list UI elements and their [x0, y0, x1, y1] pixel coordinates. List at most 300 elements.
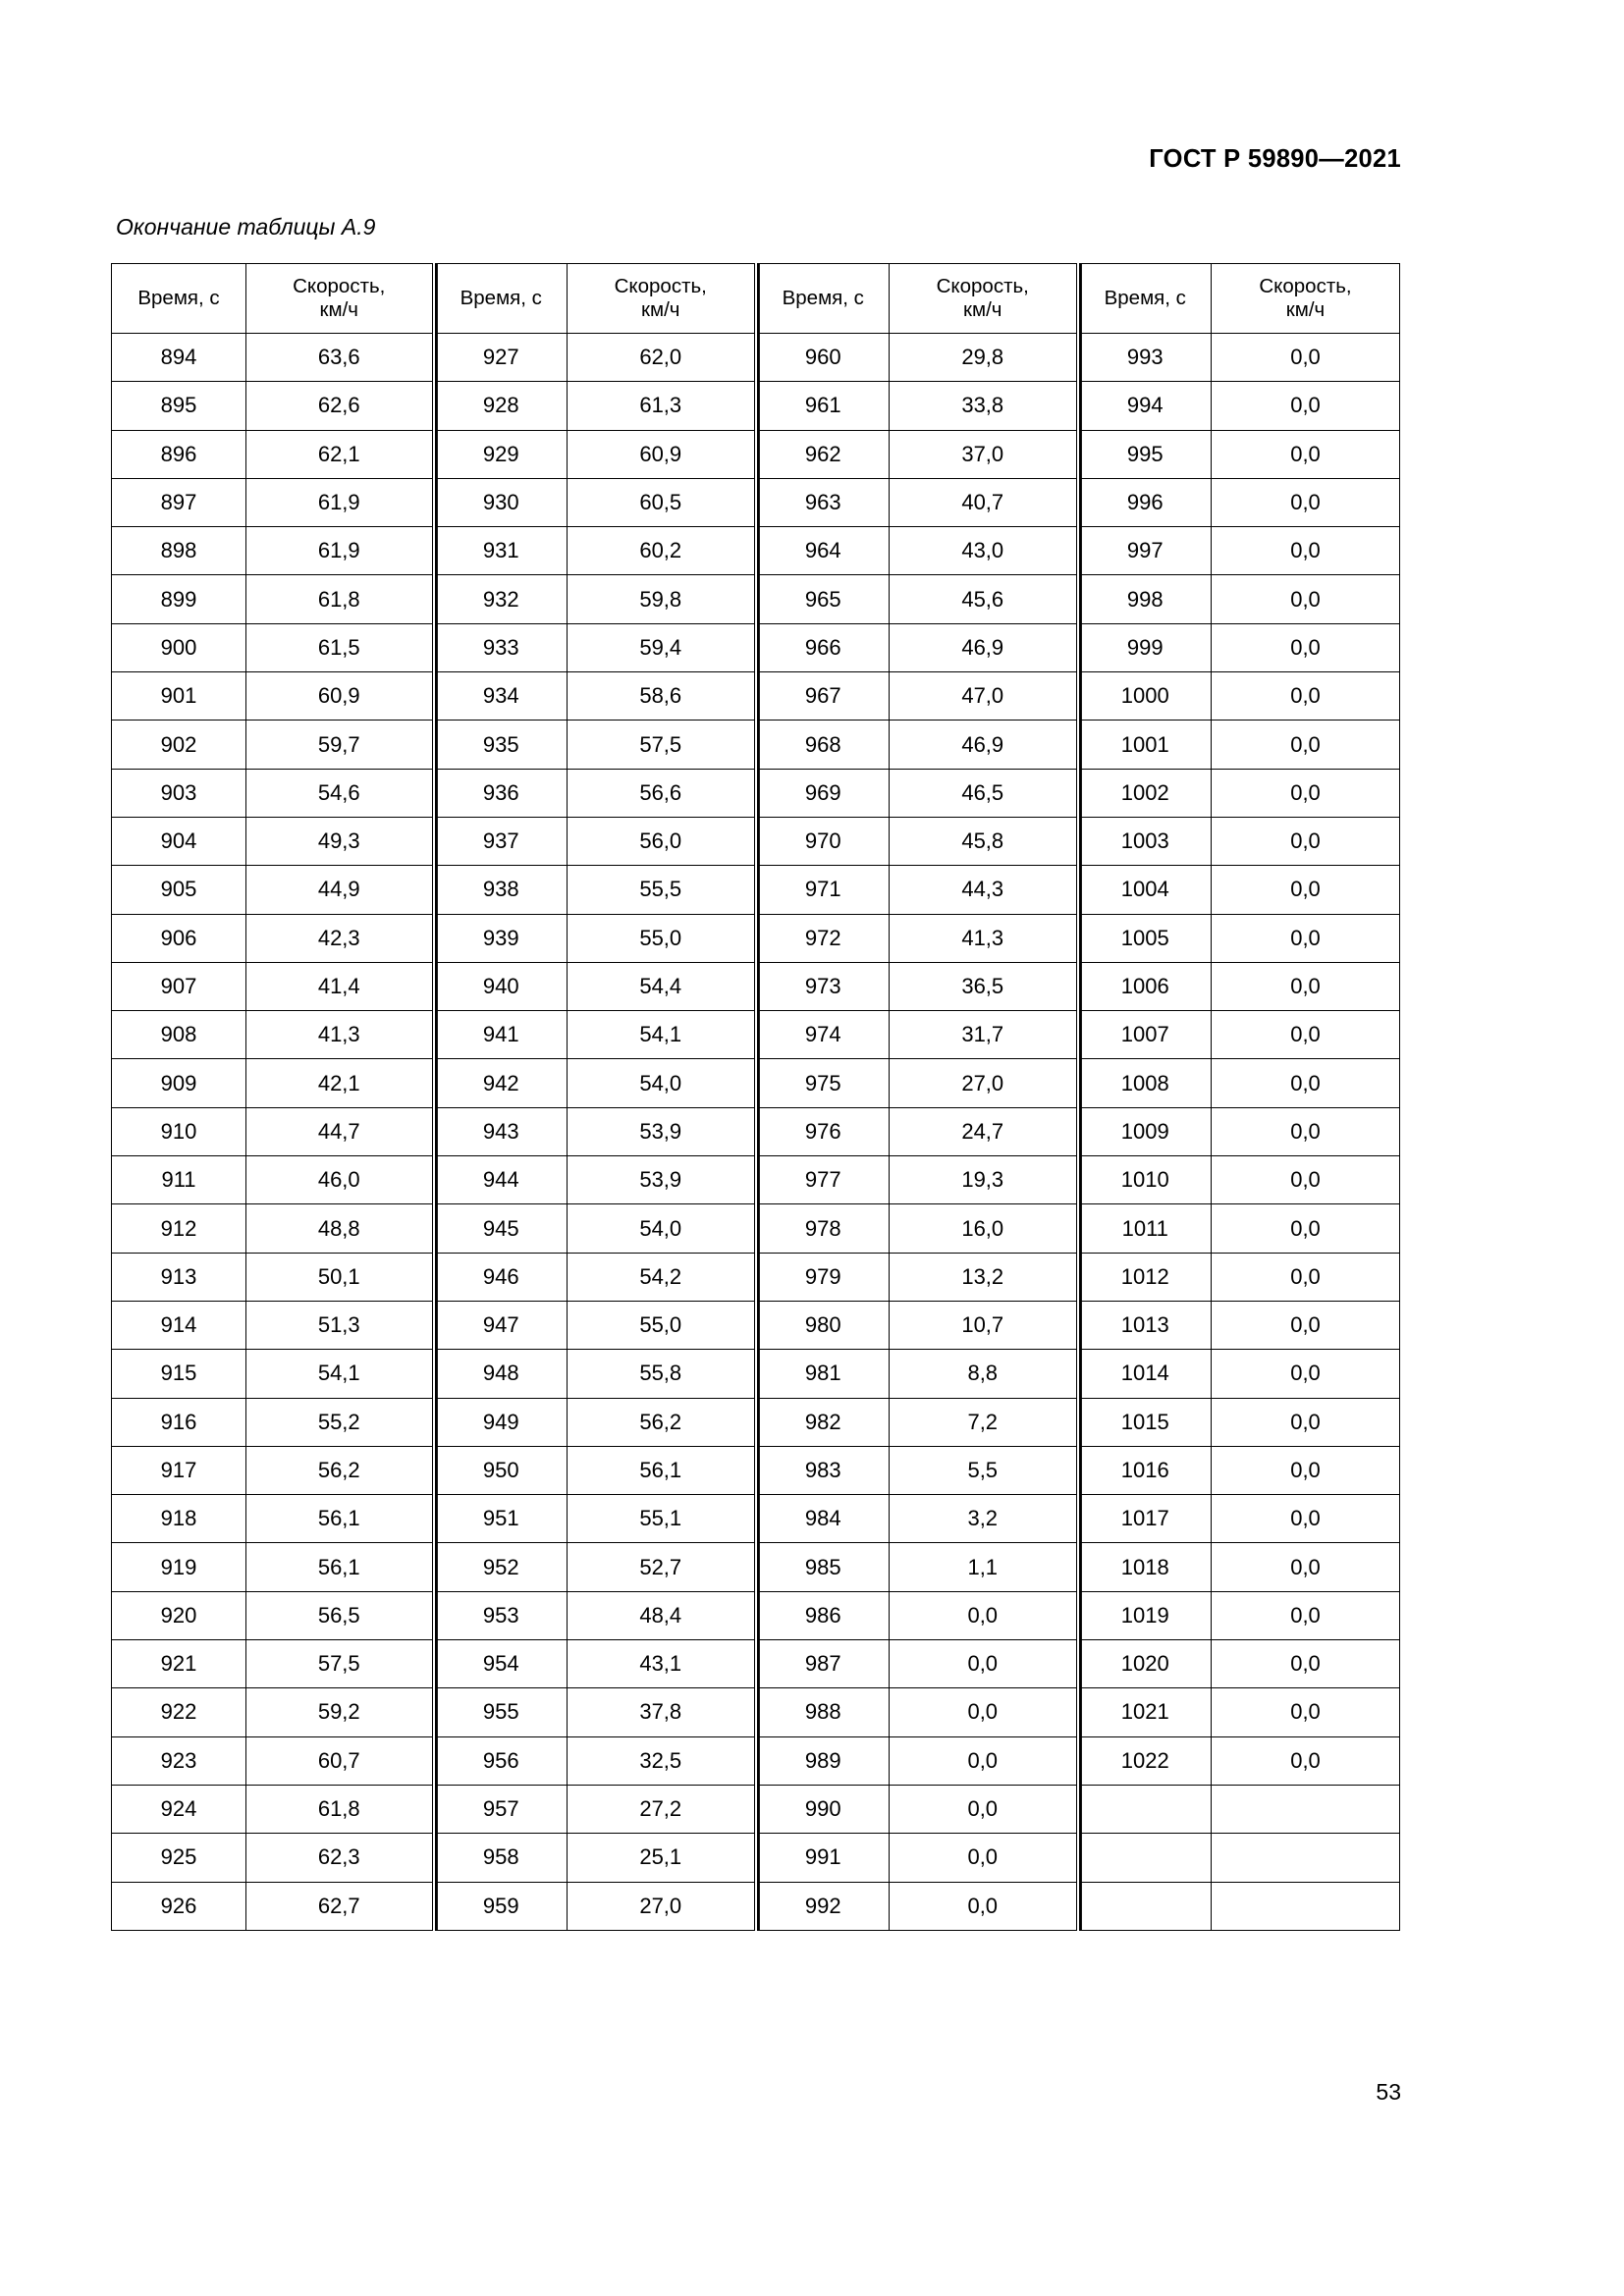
cell-speed: 0,0	[1212, 817, 1400, 865]
cell-time: 957	[434, 1785, 568, 1833]
cell-time: 1016	[1078, 1446, 1212, 1494]
cell-speed: 0,0	[890, 1688, 1078, 1736]
cell-time: 962	[756, 430, 890, 478]
table-row	[112, 527, 1400, 575]
cell-time: 914	[112, 1301, 246, 1349]
cell-speed: 44,3	[890, 866, 1078, 914]
cell-speed: 1,1	[890, 1543, 1078, 1591]
cell-speed: 62,3	[246, 1834, 434, 1882]
cell-time: 999	[1078, 623, 1212, 671]
cell-speed: 0,0	[1212, 1059, 1400, 1107]
header-time-2: Время, с	[434, 264, 568, 334]
cell-time: 972	[756, 914, 890, 962]
cell-time: 931	[434, 527, 568, 575]
cell-time: 979	[756, 1253, 890, 1301]
cell-speed: 0,0	[1212, 1736, 1400, 1785]
cell-speed: 61,8	[246, 1785, 434, 1833]
cell-time: 895	[112, 382, 246, 430]
cell-speed: 56,6	[568, 769, 756, 817]
cell-time: 898	[112, 527, 246, 575]
table-row	[112, 1398, 1400, 1446]
cell-time: 954	[434, 1640, 568, 1688]
cell-time: 910	[112, 1107, 246, 1155]
cell-speed: 59,7	[246, 721, 434, 769]
cell-speed	[1212, 1785, 1400, 1833]
cell-time	[1078, 1834, 1212, 1882]
cell-speed: 54,6	[246, 769, 434, 817]
cell-speed: 0,0	[1212, 769, 1400, 817]
cell-speed: 42,1	[246, 1059, 434, 1107]
cell-time: 927	[434, 334, 568, 382]
cell-speed: 43,0	[890, 527, 1078, 575]
cell-time: 916	[112, 1398, 246, 1446]
cell-speed: 56,5	[246, 1591, 434, 1639]
cell-time: 995	[1078, 430, 1212, 478]
cell-speed: 0,0	[1212, 1107, 1400, 1155]
cell-time: 1006	[1078, 962, 1212, 1010]
cell-time: 930	[434, 478, 568, 526]
cell-speed: 0,0	[1212, 1301, 1400, 1349]
cell-speed: 60,5	[568, 478, 756, 526]
cell-speed: 0,0	[1212, 430, 1400, 478]
cell-speed: 0,0	[1212, 1253, 1400, 1301]
cell-speed	[1212, 1834, 1400, 1882]
cell-speed: 62,1	[246, 430, 434, 478]
cell-time: 912	[112, 1204, 246, 1253]
cell-speed: 55,0	[568, 1301, 756, 1349]
cell-time: 900	[112, 623, 246, 671]
table-row	[112, 866, 1400, 914]
cell-time: 1001	[1078, 721, 1212, 769]
table-row	[112, 623, 1400, 671]
cell-speed: 62,0	[568, 334, 756, 382]
cell-time: 961	[756, 382, 890, 430]
cell-speed: 54,0	[568, 1059, 756, 1107]
header-time-3: Время, с	[756, 264, 890, 334]
cell-time: 985	[756, 1543, 890, 1591]
cell-time: 1002	[1078, 769, 1212, 817]
cell-speed: 27,0	[890, 1059, 1078, 1107]
cell-speed: 8,8	[890, 1350, 1078, 1398]
cell-speed: 0,0	[1212, 1446, 1400, 1494]
cell-time: 948	[434, 1350, 568, 1398]
cell-speed: 0,0	[890, 1785, 1078, 1833]
cell-time: 919	[112, 1543, 246, 1591]
table-row	[112, 478, 1400, 526]
cell-time: 974	[756, 1011, 890, 1059]
cell-speed: 0,0	[1212, 914, 1400, 962]
cell-time: 947	[434, 1301, 568, 1349]
cell-speed: 27,0	[568, 1882, 756, 1930]
table-row	[112, 1882, 1400, 1930]
cell-time: 1014	[1078, 1350, 1212, 1398]
header-speed-label-4: Скорость,	[1259, 274, 1352, 297]
cell-time: 989	[756, 1736, 890, 1785]
cell-speed: 0,0	[1212, 962, 1400, 1010]
cell-time: 1015	[1078, 1398, 1212, 1446]
cell-time: 904	[112, 817, 246, 865]
cell-time: 951	[434, 1495, 568, 1543]
cell-time: 949	[434, 1398, 568, 1446]
cell-speed: 0,0	[1212, 672, 1400, 721]
cell-speed: 53,9	[568, 1156, 756, 1204]
cell-speed: 3,2	[890, 1495, 1078, 1543]
header-speed-3	[890, 264, 1078, 334]
cell-time: 907	[112, 962, 246, 1010]
cell-time: 1012	[1078, 1253, 1212, 1301]
cell-speed: 46,9	[890, 623, 1078, 671]
cell-time: 940	[434, 962, 568, 1010]
cell-speed: 0,0	[1212, 1350, 1400, 1398]
cell-speed: 24,7	[890, 1107, 1078, 1155]
cell-speed: 0,0	[890, 1882, 1078, 1930]
cell-speed: 45,6	[890, 575, 1078, 623]
table-row	[112, 1640, 1400, 1688]
cell-time: 983	[756, 1446, 890, 1494]
cell-speed: 54,4	[568, 962, 756, 1010]
cell-time: 937	[434, 817, 568, 865]
cell-time: 902	[112, 721, 246, 769]
table-row	[112, 334, 1400, 382]
cell-time: 1003	[1078, 817, 1212, 865]
cell-time: 909	[112, 1059, 246, 1107]
header-speed-unit-3: км/ч	[963, 298, 1002, 321]
cell-speed: 51,3	[246, 1301, 434, 1349]
cell-speed: 41,3	[246, 1011, 434, 1059]
cell-time: 908	[112, 1011, 246, 1059]
header-speed-unit-2: км/ч	[641, 298, 680, 321]
cell-speed: 62,7	[246, 1882, 434, 1930]
cell-speed: 56,1	[246, 1543, 434, 1591]
table-row	[112, 1253, 1400, 1301]
cell-speed: 29,8	[890, 334, 1078, 382]
cell-time: 970	[756, 817, 890, 865]
cell-time: 933	[434, 623, 568, 671]
cell-time: 925	[112, 1834, 246, 1882]
table-row	[112, 1543, 1400, 1591]
cell-time: 956	[434, 1736, 568, 1785]
cell-speed: 59,2	[246, 1688, 434, 1736]
cell-speed: 61,8	[246, 575, 434, 623]
cell-time: 923	[112, 1736, 246, 1785]
cell-time: 936	[434, 769, 568, 817]
cell-speed: 0,0	[1212, 1543, 1400, 1591]
cell-speed: 0,0	[1212, 1398, 1400, 1446]
cell-speed: 54,2	[568, 1253, 756, 1301]
cell-speed: 27,2	[568, 1785, 756, 1833]
page-number: 53	[1376, 2079, 1401, 2105]
cell-speed: 10,7	[890, 1301, 1078, 1349]
cell-time: 968	[756, 721, 890, 769]
cell-speed: 0,0	[1212, 575, 1400, 623]
cell-speed: 0,0	[1212, 1591, 1400, 1639]
table-row	[112, 1688, 1400, 1736]
cell-time: 987	[756, 1640, 890, 1688]
table-row	[112, 1107, 1400, 1155]
cell-speed	[1212, 1882, 1400, 1930]
table-row	[112, 1204, 1400, 1253]
cell-speed: 55,1	[568, 1495, 756, 1543]
cell-time: 899	[112, 575, 246, 623]
cell-time: 952	[434, 1543, 568, 1591]
cell-speed: 57,5	[568, 721, 756, 769]
cell-time: 1020	[1078, 1640, 1212, 1688]
cell-speed: 0,0	[1212, 1495, 1400, 1543]
cell-speed: 55,8	[568, 1350, 756, 1398]
cell-time: 941	[434, 1011, 568, 1059]
cell-time	[1078, 1882, 1212, 1930]
cell-time: 903	[112, 769, 246, 817]
header-speed-unit-1: км/ч	[319, 298, 358, 321]
cell-time: 929	[434, 430, 568, 478]
table-row	[112, 1350, 1400, 1398]
cell-speed: 37,0	[890, 430, 1078, 478]
table-row	[112, 817, 1400, 865]
cell-time: 997	[1078, 527, 1212, 575]
table-row	[112, 721, 1400, 769]
cell-speed: 44,7	[246, 1107, 434, 1155]
table-row	[112, 1011, 1400, 1059]
cell-speed: 60,9	[568, 430, 756, 478]
cell-time: 982	[756, 1398, 890, 1446]
cell-speed: 56,0	[568, 817, 756, 865]
cell-time: 996	[1078, 478, 1212, 526]
table-row	[112, 1446, 1400, 1494]
cell-time: 998	[1078, 575, 1212, 623]
cell-time: 946	[434, 1253, 568, 1301]
cell-speed: 0,0	[1212, 1011, 1400, 1059]
cell-speed: 41,4	[246, 962, 434, 1010]
cell-speed: 47,0	[890, 672, 1078, 721]
cell-time: 1000	[1078, 672, 1212, 721]
cell-speed: 43,1	[568, 1640, 756, 1688]
cell-time: 920	[112, 1591, 246, 1639]
cell-speed: 7,2	[890, 1398, 1078, 1446]
cell-time: 934	[434, 672, 568, 721]
table-row	[112, 1301, 1400, 1349]
cell-speed: 46,9	[890, 721, 1078, 769]
cell-speed: 61,3	[568, 382, 756, 430]
table-body	[112, 334, 1400, 1931]
speed-time-table	[111, 263, 1400, 1931]
cell-speed: 19,3	[890, 1156, 1078, 1204]
cell-time	[1078, 1785, 1212, 1833]
cell-time: 978	[756, 1204, 890, 1253]
header-speed-label-2: Скорость,	[614, 274, 707, 297]
cell-speed: 61,5	[246, 623, 434, 671]
table-row	[112, 1156, 1400, 1204]
cell-speed: 56,2	[246, 1446, 434, 1494]
cell-speed: 31,7	[890, 1011, 1078, 1059]
header-speed-label-3: Скорость,	[936, 274, 1029, 297]
table-row	[112, 575, 1400, 623]
header-speed-2	[568, 264, 756, 334]
cell-time: 990	[756, 1785, 890, 1833]
cell-time: 894	[112, 334, 246, 382]
cell-speed: 0,0	[1212, 527, 1400, 575]
cell-time: 1007	[1078, 1011, 1212, 1059]
cell-time: 992	[756, 1882, 890, 1930]
table-row	[112, 672, 1400, 721]
cell-speed: 0,0	[890, 1591, 1078, 1639]
cell-time: 897	[112, 478, 246, 526]
cell-speed: 58,6	[568, 672, 756, 721]
cell-time: 981	[756, 1350, 890, 1398]
table-row	[112, 914, 1400, 962]
cell-speed: 40,7	[890, 478, 1078, 526]
cell-time: 1004	[1078, 866, 1212, 914]
cell-time: 993	[1078, 334, 1212, 382]
cell-time: 963	[756, 478, 890, 526]
cell-time: 958	[434, 1834, 568, 1882]
cell-time: 1005	[1078, 914, 1212, 962]
cell-speed: 16,0	[890, 1204, 1078, 1253]
cell-speed: 46,0	[246, 1156, 434, 1204]
cell-speed: 54,0	[568, 1204, 756, 1253]
cell-time: 953	[434, 1591, 568, 1639]
cell-speed: 13,2	[890, 1253, 1078, 1301]
cell-time: 905	[112, 866, 246, 914]
cell-time: 918	[112, 1495, 246, 1543]
cell-time: 977	[756, 1156, 890, 1204]
cell-speed: 5,5	[890, 1446, 1078, 1494]
cell-speed: 0,0	[1212, 721, 1400, 769]
cell-time: 915	[112, 1350, 246, 1398]
cell-speed: 56,2	[568, 1398, 756, 1446]
cell-speed: 61,9	[246, 527, 434, 575]
cell-speed: 54,1	[246, 1350, 434, 1398]
cell-speed: 42,3	[246, 914, 434, 962]
cell-time: 906	[112, 914, 246, 962]
cell-speed: 60,9	[246, 672, 434, 721]
cell-speed: 48,8	[246, 1204, 434, 1253]
cell-speed: 0,0	[1212, 623, 1400, 671]
cell-speed: 59,4	[568, 623, 756, 671]
cell-time: 965	[756, 575, 890, 623]
cell-time: 945	[434, 1204, 568, 1253]
cell-speed: 44,9	[246, 866, 434, 914]
cell-speed: 33,8	[890, 382, 1078, 430]
cell-time: 943	[434, 1107, 568, 1155]
cell-speed: 57,5	[246, 1640, 434, 1688]
cell-speed: 0,0	[1212, 1688, 1400, 1736]
cell-speed: 0,0	[890, 1834, 1078, 1882]
cell-time: 994	[1078, 382, 1212, 430]
cell-speed: 41,3	[890, 914, 1078, 962]
cell-time: 935	[434, 721, 568, 769]
cell-speed: 45,8	[890, 817, 1078, 865]
header-time-4: Время, с	[1078, 264, 1212, 334]
cell-time: 1008	[1078, 1059, 1212, 1107]
header-row	[112, 264, 1400, 334]
cell-time: 913	[112, 1253, 246, 1301]
cell-time: 1013	[1078, 1301, 1212, 1349]
cell-speed: 0,0	[1212, 866, 1400, 914]
header-time-1: Время, с	[112, 264, 246, 334]
cell-speed: 46,5	[890, 769, 1078, 817]
cell-time: 938	[434, 866, 568, 914]
table-row	[112, 962, 1400, 1010]
cell-time: 964	[756, 527, 890, 575]
table-head	[112, 264, 1400, 334]
cell-speed: 50,1	[246, 1253, 434, 1301]
cell-speed: 49,3	[246, 817, 434, 865]
cell-time: 1009	[1078, 1107, 1212, 1155]
cell-speed: 54,1	[568, 1011, 756, 1059]
cell-speed: 48,4	[568, 1591, 756, 1639]
cell-time: 959	[434, 1882, 568, 1930]
cell-time: 911	[112, 1156, 246, 1204]
cell-time: 928	[434, 382, 568, 430]
table-container	[111, 263, 1399, 1931]
table-row	[112, 1785, 1400, 1833]
cell-speed: 60,7	[246, 1736, 434, 1785]
cell-time: 1010	[1078, 1156, 1212, 1204]
cell-speed: 56,1	[246, 1495, 434, 1543]
cell-time: 976	[756, 1107, 890, 1155]
cell-time: 922	[112, 1688, 246, 1736]
cell-time: 896	[112, 430, 246, 478]
cell-speed: 0,0	[890, 1640, 1078, 1688]
cell-time: 955	[434, 1688, 568, 1736]
cell-time: 975	[756, 1059, 890, 1107]
cell-speed: 59,8	[568, 575, 756, 623]
cell-time: 1019	[1078, 1591, 1212, 1639]
cell-speed: 63,6	[246, 334, 434, 382]
table-row	[112, 1834, 1400, 1882]
header-speed-1	[246, 264, 434, 334]
cell-time: 939	[434, 914, 568, 962]
table-row	[112, 1591, 1400, 1639]
cell-speed: 0,0	[1212, 1640, 1400, 1688]
cell-speed: 36,5	[890, 962, 1078, 1010]
cell-time: 926	[112, 1882, 246, 1930]
cell-speed: 25,1	[568, 1834, 756, 1882]
cell-speed: 0,0	[1212, 334, 1400, 382]
cell-time: 1011	[1078, 1204, 1212, 1253]
header-speed-unit-4: км/ч	[1285, 298, 1326, 321]
cell-time: 942	[434, 1059, 568, 1107]
cell-time: 932	[434, 575, 568, 623]
cell-time: 969	[756, 769, 890, 817]
cell-time: 1017	[1078, 1495, 1212, 1543]
cell-time: 988	[756, 1688, 890, 1736]
cell-time: 991	[756, 1834, 890, 1882]
cell-speed: 62,6	[246, 382, 434, 430]
cell-speed: 0,0	[1212, 478, 1400, 526]
cell-time: 960	[756, 334, 890, 382]
table-row	[112, 1059, 1400, 1107]
cell-speed: 56,1	[568, 1446, 756, 1494]
table-row	[112, 1495, 1400, 1543]
cell-speed: 55,2	[246, 1398, 434, 1446]
cell-speed: 0,0	[890, 1736, 1078, 1785]
cell-speed: 0,0	[1212, 1156, 1400, 1204]
cell-time: 973	[756, 962, 890, 1010]
cell-speed: 52,7	[568, 1543, 756, 1591]
cell-time: 1021	[1078, 1688, 1212, 1736]
cell-time: 1022	[1078, 1736, 1212, 1785]
cell-time: 950	[434, 1446, 568, 1494]
cell-time: 966	[756, 623, 890, 671]
cell-speed: 0,0	[1212, 1204, 1400, 1253]
cell-time: 984	[756, 1495, 890, 1543]
cell-time: 944	[434, 1156, 568, 1204]
header-speed-4	[1212, 264, 1400, 334]
cell-time: 924	[112, 1785, 246, 1833]
cell-time: 921	[112, 1640, 246, 1688]
cell-time: 980	[756, 1301, 890, 1349]
